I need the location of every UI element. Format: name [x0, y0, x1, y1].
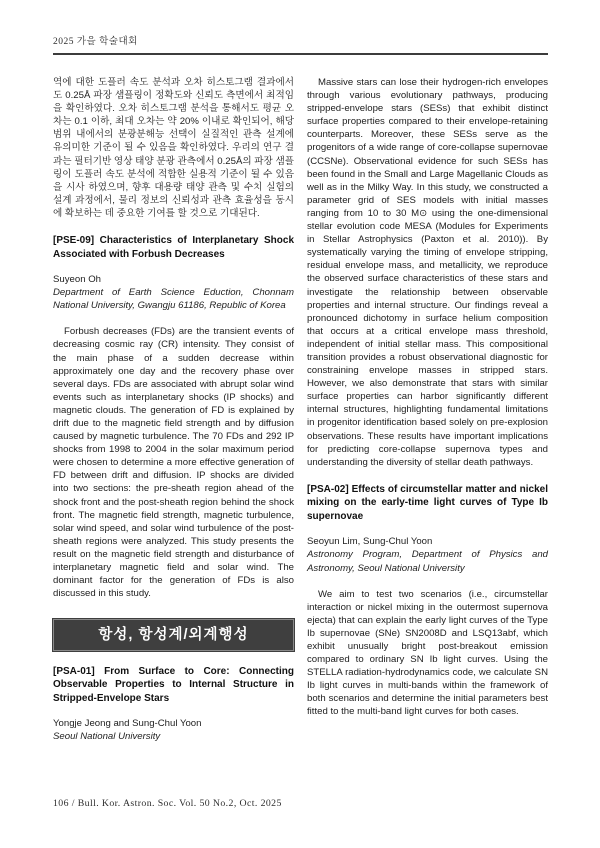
affiliation-psa02: Astronomy Program, Department of Physics and Astronomy, Seoul National University [307, 549, 548, 574]
authors-pse09: Suyeon Oh [53, 274, 102, 286]
abstract-body-psa02: We aim to test two scenarios (i.e., circumstellar interaction or nickel mixing in the outermost supernova ejecta) that can explain the early light curves of the Type Ib supernovae (SNe) SN2008D and LSQ13abf, which exhibit unusually bright post-breakout emission compared to ordinary SN Ib light curves. Using the STELLA radiation-hydrodynamics code, we calculate SN Ib light curves in multi-bands within the framework of both scenarios and determine the initial parameters best fitted to the multi-band light curves for both cases. [307, 588, 548, 718]
affiliation-psa01: Seoul National University [53, 731, 161, 743]
section-banner-stars: 항성, 항성계/외계행성 [53, 619, 294, 651]
affiliation-pse09: Department of Earth Science Eduction, Chonnam National University, Gwangju 61186, Republic of Korea [53, 287, 294, 312]
page-footer: 106 / Bull. Kor. Astron. Soc. Vol. 50 No.2, Oct. 2025 [53, 798, 282, 809]
two-column-layout [53, 76, 548, 743]
abstract-body-pse09: Forbush decreases (FDs) are the transient events of decreasing cosmic ray (CR) intensity. They consist of the main phase of a sudden decrease within approximately one day and the recovery phase over several days. FDs are associated with abrupt solar wind events such as interplanetary shocks (IP shocks) and magnetic clouds. The generation of FD is explained by drift due to the magnetic field strength and by diffusion caused by magnetic turbulence. The 70 FDs and 292 IP shocks from 1998 to 2004 in the solar maximum period were chosen to determine a more effective generation of FD between drift and diffusion. IP shocks are divided into two sections: the pre-sheath region ahead of the shock front and the post-sheath region behind the shock front. The magnetic field strength, magnetic turbulence, solar wind speed, and solar wind turbulence of the post-sheath regions were analyzed. This study presents the result on the magnetic field strength and disturbance of interplanetary magnetic field and solar wind. The dominant factor for the generation of FDs is also discussed in this study. [53, 326, 294, 600]
running-header: 2025 가을 학술대회 [53, 33, 548, 55]
abstract-title-pse09: [PSE-09] Characteristics of Interplanetary Shock Associated with Forbush Decreases [53, 235, 294, 260]
abstract-title-psa01: [PSA-01] From Surface to Core: Connecting Observable Properties to Internal Structure in Stripped-Envelope Stars [53, 665, 294, 704]
abstract-body-psa01: Massive stars can lose their hydrogen-rich envelopes through various evolutionary pathways, producing stripped-envelope stars (SESs) that exhibit distinct surface properties compared to their envelope-retaining counterparts. Moreover, these SESs serve as the progenitors of a wide range of core-collapse supernovae (CCSNe). Observational evidence for such SESs has been found in the Small and Large Magellanic Clouds as well as in the Milky Way. In this study, we constructed a parameter grid of SES models with initial masses ranging from 10 to 30 M⊙ using the one-dimensional stellar evolution code MESA (Modules for Experiments in Stellar Astrophysics (Paxton et al. 2010)). By systematically varying the timing of envelope stripping, residual envelope mass, and metallicity, we reproduce the observed surface characteristics of these stars and investigate the relationship between observable properties and internal structure. Our findings reveal a pronounced dichotomy in surface helium composition that occurs at a critical envelope mass threshold, independent of initial stellar mass. This compositional transition provides a robust observational diagnostic for constraining envelope masses in stripped stars. However, we also demonstrate that stars with similar surface properties can harbor significantly different internal structures, highlighting fundamental limitations in progenitor identification based solely on pre-explosion observations. These results have important implications for predicting core-collapse supernova types and understanding the diversity of stellar death pathways. [307, 77, 548, 468]
abstract-title-psa02: [PSA-02] Effects of circumstellar matter and nickel mixing on the early-time light curves of Type Ib supernovae [307, 483, 548, 522]
right-column [307, 76, 548, 743]
authors-psa01: Yongje Jeong and Sung-Chul Yoon [53, 718, 202, 730]
left-column [53, 76, 294, 743]
authors-psa02: Seoyun Lim, Sung-Chul Yoon [307, 536, 433, 548]
continued-korean-paragraph: 역에 대한 도플러 속도 분석과 오차 히스토그램 결과에서도 0.25Å 파장 샘플링이 정확도와 신뢰도 측면에서 최적임을 확인하였다. 오차 히스토그램 분석을 통해서도 평균 오차는 0.1 이하, 최대 오차는 약 20% 이내로 확인되어, 해당 범위 내에서의 분광분해능 선택이 실질적인 관측 설계에 유의미한 기준이 될 수 있음을 확인하였다. 우리의 연구 결과는 필터기반 영상 태양 분광 관측에서 0.25Å의 파장 샘플링이 도플러 속도 분석에 적합한 실용적 기준이 될 수 있음을 시사 하였으며, 향후 대용량 태양 관측 및 수치 실험의 설계 과정에서, 물리 정보의 신뢰성과 관측 효율성을 동시에 확보하는 데 중요한 기여를 할 것으로 기대된다. [53, 77, 295, 219]
